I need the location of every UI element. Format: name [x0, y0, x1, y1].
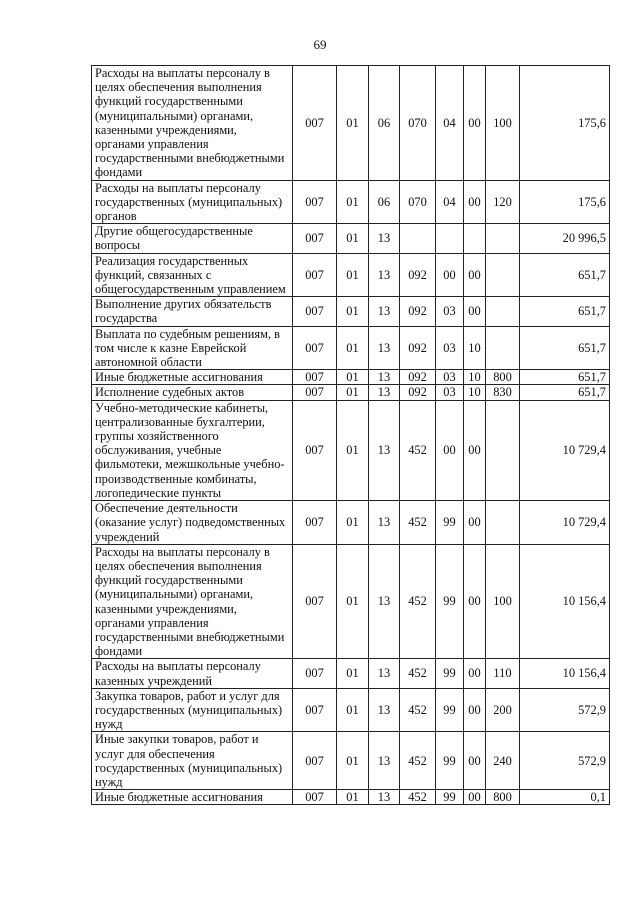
- subsection-code: 13: [369, 224, 400, 253]
- section-code: 01: [337, 385, 369, 400]
- amount: 0,1: [520, 790, 610, 805]
- ministry-code: 007: [293, 688, 337, 732]
- target-item-part-1: 092: [400, 253, 436, 297]
- amount: 10 729,4: [520, 400, 610, 500]
- target-item-part-3: [464, 224, 486, 253]
- target-item-part-1: 092: [400, 297, 436, 326]
- table-row: [92, 253, 610, 297]
- section-code: 01: [337, 66, 369, 181]
- expense-type-code: 110: [486, 659, 520, 688]
- ministry-code: 007: [293, 253, 337, 297]
- target-item-part-2: 04: [436, 180, 464, 224]
- target-item-part-2: 99: [436, 501, 464, 545]
- table-row: [92, 790, 610, 805]
- amount: 572,9: [520, 732, 610, 790]
- ministry-code: 007: [293, 659, 337, 688]
- table-row: [92, 544, 610, 659]
- amount: 651,7: [520, 253, 610, 297]
- amount: 10 156,4: [520, 544, 610, 659]
- target-item-part-1: 452: [400, 400, 436, 500]
- target-item-part-2: 03: [436, 297, 464, 326]
- subsection-code: 13: [369, 370, 400, 385]
- target-item-part-1: 092: [400, 326, 436, 370]
- subsection-code: 13: [369, 400, 400, 500]
- expense-type-code: [486, 253, 520, 297]
- expense-type-code: [486, 501, 520, 545]
- target-item-part-3: 00: [464, 253, 486, 297]
- target-item-part-1: 070: [400, 180, 436, 224]
- expense-type-code: [486, 297, 520, 326]
- ministry-code: 007: [293, 544, 337, 659]
- target-item-part-2: 00: [436, 253, 464, 297]
- expense-type-code: 800: [486, 370, 520, 385]
- amount: 175,6: [520, 180, 610, 224]
- subsection-code: 13: [369, 501, 400, 545]
- table-row: [92, 297, 610, 326]
- target-item-part-2: 04: [436, 66, 464, 181]
- target-item-part-3: 00: [464, 732, 486, 790]
- subsection-code: 13: [369, 790, 400, 805]
- target-item-part-3: 00: [464, 400, 486, 500]
- expense-name: Закупка товаров, работ и услуг для государственных (муниципальных) нужд: [92, 688, 293, 732]
- expense-name: Выполнение других обязательств государства: [92, 297, 293, 326]
- subsection-code: 13: [369, 659, 400, 688]
- section-code: 01: [337, 501, 369, 545]
- expense-name: Иные бюджетные ассигнования: [92, 370, 293, 385]
- target-item-part-1: 452: [400, 659, 436, 688]
- table-row: [92, 180, 610, 224]
- target-item-part-1: 452: [400, 732, 436, 790]
- amount: 572,9: [520, 688, 610, 732]
- target-item-part-3: 00: [464, 297, 486, 326]
- expense-type-code: [486, 400, 520, 500]
- section-code: 01: [337, 544, 369, 659]
- page-number: 69: [313, 37, 327, 52]
- ministry-code: 007: [293, 385, 337, 400]
- subsection-code: 13: [369, 544, 400, 659]
- expense-name: Расходы на выплаты персоналу государственных (муниципальных) органов: [92, 180, 293, 224]
- amount: 651,7: [520, 370, 610, 385]
- budget-table: [91, 65, 610, 805]
- expense-name: Выплата по судебным решениям, в том числе к казне Еврейской автономной области: [92, 326, 293, 370]
- expense-name: Расходы на выплаты персоналу в целях обеспечения выполнения функций государственными (муниципальными) органами, казенными учреждениями, органами управления государственными внебюджетными фондами: [92, 544, 293, 659]
- section-code: 01: [337, 400, 369, 500]
- table-row: [92, 501, 610, 545]
- target-item-part-1: 452: [400, 790, 436, 805]
- budget-table-body: [92, 66, 610, 805]
- ministry-code: 007: [293, 224, 337, 253]
- expense-name: Расходы на выплаты персоналу в целях обеспечения выполнения функций государственными (муниципальными) органами, казенными учреждениями, органами управления государственными внебюджетными фондами: [92, 66, 293, 181]
- target-item-part-1: 092: [400, 385, 436, 400]
- ministry-code: 007: [293, 370, 337, 385]
- table-row: [92, 385, 610, 400]
- expense-type-code: [486, 326, 520, 370]
- target-item-part-2: 99: [436, 688, 464, 732]
- target-item-part-2: 99: [436, 732, 464, 790]
- table-row: [92, 370, 610, 385]
- amount: 20 996,5: [520, 224, 610, 253]
- target-item-part-1: 092: [400, 370, 436, 385]
- subsection-code: 13: [369, 253, 400, 297]
- amount: 10 156,4: [520, 659, 610, 688]
- target-item-part-1: 452: [400, 501, 436, 545]
- table-row: [92, 400, 610, 500]
- expense-type-code: 100: [486, 544, 520, 659]
- section-code: 01: [337, 732, 369, 790]
- expense-name: Обеспечение деятельности (оказание услуг) подведомственных учреждений: [92, 501, 293, 545]
- target-item-part-2: 99: [436, 544, 464, 659]
- expense-type-code: 830: [486, 385, 520, 400]
- target-item-part-3: 00: [464, 790, 486, 805]
- target-item-part-3: 00: [464, 180, 486, 224]
- table-row: [92, 326, 610, 370]
- target-item-part-1: 452: [400, 688, 436, 732]
- subsection-code: 13: [369, 732, 400, 790]
- table-row: [92, 66, 610, 181]
- ministry-code: 007: [293, 501, 337, 545]
- expense-type-code: 100: [486, 66, 520, 181]
- subsection-code: 06: [369, 180, 400, 224]
- expense-type-code: 240: [486, 732, 520, 790]
- expense-name: Реализация государственных функций, связанных с общегосударственным управлением: [92, 253, 293, 297]
- expense-name: Другие общегосударственные вопросы: [92, 224, 293, 253]
- expense-name: Иные закупки товаров, работ и услуг для обеспечения государственных (муниципальных) нужд: [92, 732, 293, 790]
- ministry-code: 007: [293, 66, 337, 181]
- target-item-part-2: 00: [436, 400, 464, 500]
- section-code: 01: [337, 659, 369, 688]
- expense-type-code: 120: [486, 180, 520, 224]
- subsection-code: 13: [369, 688, 400, 732]
- amount: 651,7: [520, 326, 610, 370]
- expense-name: Расходы на выплаты персоналу казенных учреждений: [92, 659, 293, 688]
- target-item-part-2: 99: [436, 659, 464, 688]
- subsection-code: 13: [369, 385, 400, 400]
- section-code: 01: [337, 253, 369, 297]
- expense-type-code: 200: [486, 688, 520, 732]
- ministry-code: 007: [293, 732, 337, 790]
- subsection-code: 13: [369, 326, 400, 370]
- section-code: 01: [337, 180, 369, 224]
- section-code: 01: [337, 297, 369, 326]
- target-item-part-2: 99: [436, 790, 464, 805]
- target-item-part-3: 00: [464, 501, 486, 545]
- table-row: [92, 224, 610, 253]
- table-row: [92, 659, 610, 688]
- expense-name: Иные бюджетные ассигнования: [92, 790, 293, 805]
- target-item-part-2: 03: [436, 370, 464, 385]
- target-item-part-3: 10: [464, 326, 486, 370]
- target-item-part-3: 00: [464, 659, 486, 688]
- target-item-part-3: 10: [464, 370, 486, 385]
- ministry-code: 007: [293, 297, 337, 326]
- target-item-part-3: 00: [464, 688, 486, 732]
- expense-type-code: [486, 224, 520, 253]
- target-item-part-3: 00: [464, 544, 486, 659]
- expense-type-code: 800: [486, 790, 520, 805]
- ministry-code: 007: [293, 400, 337, 500]
- section-code: 01: [337, 370, 369, 385]
- target-item-part-3: 00: [464, 66, 486, 181]
- target-item-part-1: 070: [400, 66, 436, 181]
- ministry-code: 007: [293, 326, 337, 370]
- section-code: 01: [337, 326, 369, 370]
- amount: 10 729,4: [520, 501, 610, 545]
- target-item-part-2: 03: [436, 326, 464, 370]
- ministry-code: 007: [293, 180, 337, 224]
- section-code: 01: [337, 224, 369, 253]
- ministry-code: 007: [293, 790, 337, 805]
- subsection-code: 13: [369, 297, 400, 326]
- subsection-code: 06: [369, 66, 400, 181]
- target-item-part-1: [400, 224, 436, 253]
- section-code: 01: [337, 688, 369, 732]
- table-row: [92, 732, 610, 790]
- table-row: [92, 688, 610, 732]
- amount: 651,7: [520, 385, 610, 400]
- target-item-part-2: 03: [436, 385, 464, 400]
- expense-name: Исполнение судебных актов: [92, 385, 293, 400]
- expense-name: Учебно-методические кабинеты, централизованные бухгалтерии, группы хозяйственного обслуживания, учебные фильмотеки, межшкольные учебно-производственные комбинаты, логопедические пункты: [92, 400, 293, 500]
- target-item-part-3: 10: [464, 385, 486, 400]
- amount: 651,7: [520, 297, 610, 326]
- section-code: 01: [337, 790, 369, 805]
- amount: 175,6: [520, 66, 610, 181]
- target-item-part-2: [436, 224, 464, 253]
- target-item-part-1: 452: [400, 544, 436, 659]
